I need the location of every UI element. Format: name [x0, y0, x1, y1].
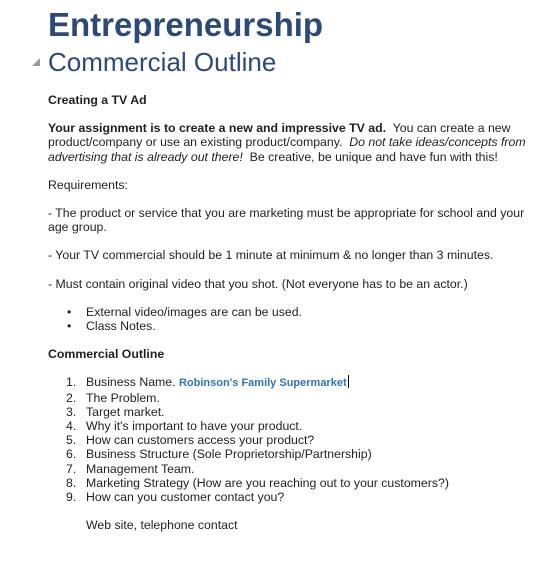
outline-number: 8. — [66, 475, 77, 490]
outline-list — [48, 375, 548, 504]
outline-item[interactable] — [48, 447, 548, 461]
outline-item[interactable] — [48, 490, 548, 504]
bullet-list — [48, 305, 548, 333]
bullet-item[interactable]: • External video/images are can be used. — [86, 305, 548, 319]
outline-number: 5. — [66, 433, 77, 448]
document-title[interactable]: Entrepreneurship — [48, 6, 324, 43]
requirement-item[interactable]: - The product or service that you are marketing must be appropriate for school and your age group. — [48, 206, 525, 235]
outline-text[interactable]: Management Team. — [86, 461, 195, 476]
requirements-label[interactable]: Requirements: — [48, 177, 128, 192]
assignment-paragraph[interactable] — [48, 121, 548, 164]
outline-number: 4. — [66, 419, 77, 434]
outline-number: 7. — [66, 461, 77, 476]
outline-number: 9. — [66, 490, 77, 505]
requirement-item[interactable]: - Must contain original video that you shot. (Not everyone has to be an actor.) — [48, 276, 468, 291]
outline-item-business-name[interactable] — [48, 375, 548, 390]
outline-item[interactable] — [48, 419, 548, 433]
outline-number: 1. — [66, 375, 77, 390]
outline-number: 6. — [66, 447, 77, 462]
section-heading-commercial-outline[interactable]: Commercial Outline — [48, 347, 165, 362]
contact-note[interactable]: Web site, telephone contact — [86, 518, 238, 533]
outline-text[interactable]: How can you customer contact you? — [86, 490, 285, 505]
outline-text[interactable]: Business Structure (Sole Proprietorship/Partnership) — [86, 447, 372, 462]
outline-text[interactable]: Target market. — [86, 404, 165, 419]
outline-text[interactable]: Marketing Strategy (How are you reaching out to your customers?) — [86, 475, 449, 490]
assignment-text[interactable]: You can create a new product/company or use an existing product/company. — [48, 121, 511, 150]
document-subtitle[interactable]: Commercial Outline — [48, 47, 277, 77]
outline-text[interactable]: Why it's important to have your product. — [86, 419, 303, 434]
outline-text[interactable]: Business Name. — [86, 375, 179, 390]
outline-item[interactable] — [48, 391, 548, 405]
assignment-italic-text[interactable]: Do not take ideas/concepts from advertising that is already out there! — [48, 135, 526, 164]
outline-text[interactable]: The Problem. — [86, 390, 160, 405]
outline-text[interactable]: How can customers access your product? — [86, 433, 315, 448]
requirement-item[interactable]: - Your TV commercial should be 1 minute at minimum & no longer than 3 minutes. — [48, 248, 494, 263]
document-body[interactable] — [48, 93, 548, 532]
outline-item[interactable] — [48, 433, 548, 447]
text-cursor — [348, 375, 349, 388]
outline-number: 2. — [66, 390, 77, 405]
outline-number: 3. — [66, 404, 77, 419]
outline-item[interactable] — [48, 462, 548, 476]
outline-item[interactable] — [48, 476, 548, 490]
section-heading-creating-tv-ad[interactable]: Creating a TV Ad — [48, 93, 147, 107]
assignment-bold-text[interactable]: Your assignment is to create a new and impressive TV ad. — [48, 121, 387, 136]
outline-item[interactable] — [48, 405, 548, 419]
bullet-item[interactable]: • Class Notes. — [86, 319, 548, 333]
business-name-answer[interactable]: Robinson's Family Supermarket — [178, 377, 347, 390]
collapse-heading-icon[interactable] — [32, 58, 40, 66]
assignment-end-text[interactable]: Be creative, be unique and have fun with this! — [249, 149, 498, 164]
